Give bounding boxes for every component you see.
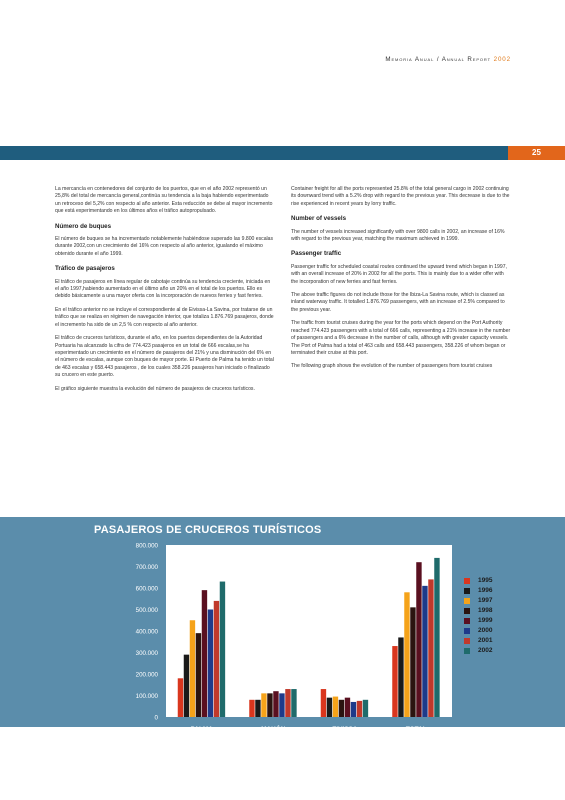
report-header-year: 2002	[493, 56, 511, 63]
legend-label: 1999	[478, 617, 493, 624]
bar-2002-palma	[220, 582, 225, 717]
legend-swatch	[464, 578, 470, 584]
legend-item-1995	[464, 577, 492, 584]
bar-2000-mahón	[279, 693, 284, 717]
bar-1995-eivissa	[321, 689, 326, 717]
english-paragraph-savina: The above traffic figures do not include those for the Ibiza-La Savina route, which is classed as inland waterway traffic. It totalled 1.876.769 passengers, with an increase of 2.5% compared to the previous year.	[291, 292, 505, 313]
y-tick-label: 300.000	[135, 650, 158, 657]
bar-2000-total	[422, 586, 427, 717]
bar-1998-total	[410, 607, 415, 717]
x-category-label: TOTAL	[405, 726, 427, 733]
spanish-paragraph-savina: En el tráfico anterior no se incluye el correspondiente al de Eivissa-La Savina, por tratarse de un tráfico que se realiza en régimen de navegación interior, que totaliza 1.876.769 pasajeros, donde el incremento ha sido de un 2,5 % con respecto al año anterior.	[55, 306, 274, 328]
bar-1998-mahón	[267, 693, 272, 717]
y-tick-label: 0	[154, 714, 158, 722]
spanish-paragraph-cruises: El tráfico de cruceros turísticos, durante el año, en los puertos dependientes de la Autoridad Portuaria ha alcanzado la cifra de 774.423 pasajeros en un total de 666 escalas,se ha experimentado un crecimiento en el número de pasajeros del 21% y una disminución del 6% en el número de escalas, aunque con buques de mayor porte. El Puerto de Palma ha tenido un total de 463 escalas y 658.443 pasajeros , de los cuales 358.226 pasajeros han iniciado o finalizado su crucero en este puerto.	[55, 335, 274, 379]
english-paragraph-passengers: Passenger traffic for scheduled coastal routes continued the upward trend which began in 1997, with an overall increase of 20% in 2002 for all the ports. This is mainly due to a wider offer with the incorporation of new ferries and fast ferries.	[291, 263, 507, 285]
legend-label: 1998	[478, 607, 493, 614]
legend-swatch	[464, 618, 470, 624]
legend-item-1996	[464, 587, 492, 594]
legend-swatch	[464, 648, 470, 654]
bar-1997-mahón	[261, 693, 266, 717]
bar-1996-palma	[184, 655, 189, 717]
x-category-label: EIVISSA	[332, 726, 358, 733]
spanish-column	[55, 186, 275, 399]
legend-item-2000	[464, 627, 492, 634]
report-header-title	[385, 56, 511, 63]
legend-swatch	[464, 638, 470, 644]
bar-1997-eivissa	[333, 697, 338, 717]
legend-item-1998	[464, 607, 492, 614]
english-column	[291, 186, 511, 377]
x-category-label: MAHÓN	[261, 726, 286, 733]
legend-label: 1995	[478, 577, 493, 584]
chart-title: PASAJEROS DE CRUCEROS TURÍSTICOS	[94, 524, 322, 536]
bar-1997-palma	[190, 620, 195, 717]
y-tick-label: 700.000	[135, 564, 158, 571]
page-number: 25	[532, 148, 541, 157]
legend-label: 2002	[478, 647, 493, 654]
x-category-label: PALMA	[190, 726, 213, 733]
bar-2002-eivissa	[363, 700, 368, 717]
bar-1995-mahón	[249, 700, 254, 717]
bar-1999-palma	[202, 590, 207, 717]
bar-1996-total	[398, 637, 403, 717]
spanish-heading-passengers: Tráfico de pasajeros	[55, 265, 115, 273]
legend-label: 2001	[478, 637, 493, 644]
spanish-paragraph-vessels: El número de buques se ha incrementado notablemente habiéndose superado las 9.800 escalas durante 2002,con un crecimiento del 16% con respecto al año anterior, igualando el máximo obtenido durante el año 1999.	[55, 236, 274, 257]
y-tick-label: 400.000	[135, 628, 158, 636]
bar-1995-total	[392, 646, 397, 717]
report-header-prefix: Memoria Anual / Annual Report	[385, 56, 491, 63]
english-paragraph-vessels: The number of vessels increased significantly with over 9800 calls in 2002, an increase of 16% with regard to the previous year, matching the maximum achieved in 1999.	[291, 228, 505, 243]
legend-label: 2000	[478, 627, 493, 634]
legend-item-1997	[464, 597, 492, 604]
bar-2001-eivissa	[357, 701, 362, 717]
bar-1999-mahón	[273, 691, 278, 717]
bar-2001-total	[428, 579, 433, 717]
bar-2000-eivissa	[351, 702, 356, 717]
y-tick-label: 200.000	[135, 671, 158, 679]
bar-2001-palma	[214, 601, 219, 717]
bar-2002-total	[434, 558, 439, 717]
y-tick-label: 500.000	[135, 607, 158, 614]
legend-item-2001	[464, 637, 492, 644]
y-tick-label: 600.000	[135, 585, 158, 593]
spanish-graph-note: El gráfico siguiente muestra la evolución del número de pasajeros de cruceros turísticos.	[55, 385, 255, 392]
bar-1995-palma	[178, 678, 183, 717]
spanish-heading-vessels: Número de buques	[55, 222, 112, 230]
english-paragraph-containers: Container freight for all the ports represented 25.8% of the total general cargo in 2002 continuing its downward trend with a 5.2% drop with regard to the previous year. This decrease is due to the rise experienced in recent years by lorry traffic.	[291, 186, 510, 207]
bar-1999-eivissa	[345, 698, 350, 717]
bar-1996-mahón	[255, 700, 260, 717]
bar-2001-mahón	[285, 689, 290, 717]
bar-1998-palma	[196, 633, 201, 717]
english-heading-vessels: Number of vessels	[291, 215, 347, 223]
bar-2000-palma	[208, 610, 213, 718]
bar-1996-eivissa	[327, 698, 332, 717]
y-tick-label: 100.000	[135, 693, 158, 700]
bar-2002-mahón	[291, 689, 296, 717]
legend-swatch	[464, 588, 470, 594]
legend-swatch	[464, 608, 470, 614]
legend-label: 1997	[478, 597, 493, 604]
bar-1998-eivissa	[339, 700, 344, 717]
legend-label: 1996	[478, 587, 493, 594]
header-band-blue	[0, 146, 508, 160]
legend-item-1999	[464, 617, 492, 624]
legend-item-2002	[464, 647, 492, 654]
english-heading-passengers: Passenger traffic	[291, 250, 342, 258]
bar-1999-total	[416, 562, 421, 717]
y-tick-label: 800.000	[135, 542, 158, 550]
bar-1997-total	[404, 592, 409, 717]
spanish-paragraph-passengers: El tráfico de pasajeros en línea regular de cabotaje continúa su tendencia creciente, iniciada en el año 1997,habiendo aumentado en el último año un 20% en el total de los puertos. Ello es debido básicamente a una mayor oferta con la incorporación de nuevos ferries y fast ferries.	[55, 278, 271, 300]
english-paragraph-cruises: The traffic from tourist cruises during the year for the ports which depend on the Port Authority reached 774.423 passengers with a total of 666 calls, representing a 21% increase in the number of passengers and a 6% decrease in the number of calls, although with greater capacity vessels. The Port of Palma had a total of 463 calls and 658.443 passengers, 358.226 of whom began or terminated their cruise at this port.	[291, 320, 511, 356]
legend-swatch	[464, 598, 470, 604]
legend-swatch	[464, 628, 470, 634]
english-graph-note: The following graph shows the evolution of the number of passengers from tourist cruises	[291, 363, 493, 370]
spanish-paragraph-containers: La mercancía en contenedores del conjunto de los puertos, que en el año 2002 representó un 25,8% del total de mercancía general,continúa su tendencia a la baja habiendo experimentado un retroceso del 5,2% con respecto al año anterior. Esta reducción se debe al mayor incremento que está experimentando en los últimos años el tráfico autopropulsado.	[55, 186, 273, 215]
